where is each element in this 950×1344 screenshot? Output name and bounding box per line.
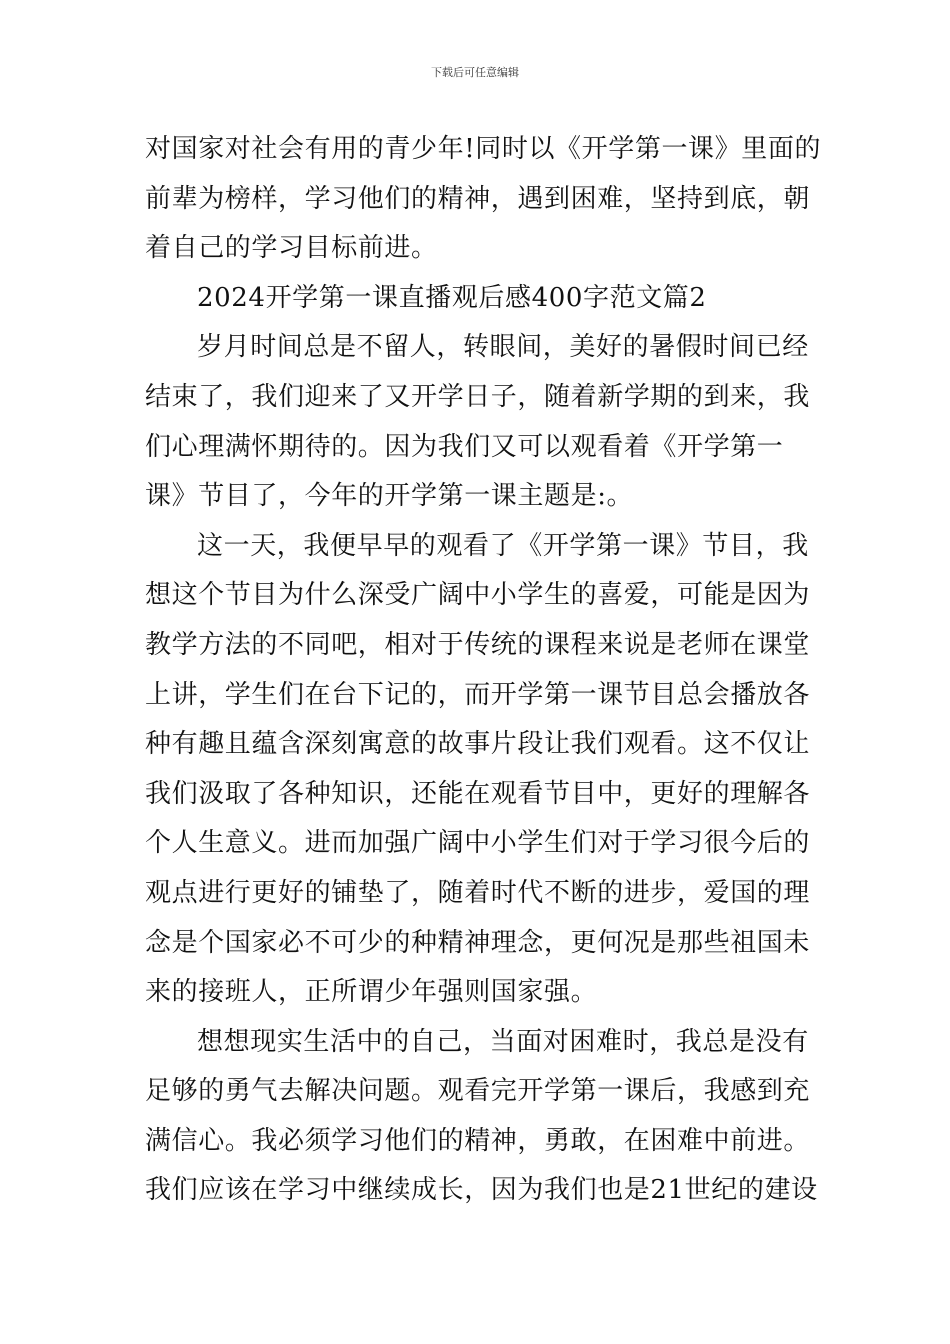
paragraph-line: 着自己的学习目标前进。 xyxy=(145,233,438,264)
paragraph-3 xyxy=(145,522,811,1018)
paragraph-line: 想这个节目为什么深受广阔中小学生的喜爱，可能是因为 xyxy=(145,580,811,611)
paragraph-line: 对国家对社会有用的青少年!同时以《开学第一课》里面的 xyxy=(145,134,822,164)
paragraph-line: 教学方法的不同吧，相对于传统的课程来说是老师在课堂 xyxy=(145,629,811,660)
paragraph-line: 我们汲取了各种知识，还能在观看节目中，更好的理解各 xyxy=(145,778,811,809)
section-heading-text: 2024开学第一课直播观后感400字范文篇2 xyxy=(197,282,707,313)
paragraph-line: 岁月时间总是不留人，转眼间，美好的暑假时间已经 xyxy=(197,332,809,363)
paragraph-line: 我们应该在学习中继续成长，因为我们也是21世纪的建设 xyxy=(145,1175,818,1206)
paragraph-line: 课》节目了，今年的开学第一课主题是:。 xyxy=(145,481,634,512)
document-body xyxy=(145,125,822,1216)
paragraph-line: 这一天，我便早早的观看了《开学第一课》节目，我 xyxy=(197,530,809,561)
paragraph-line: 想想现实生活中的自己，当面对困难时，我总是没有 xyxy=(197,1026,809,1057)
paragraph-line: 观点进行更好的铺垫了，随着时代不断的进步，爱国的理 xyxy=(145,877,811,908)
paragraph-line: 结束了，我们迎来了又开学日子，随着新学期的到来，我 xyxy=(145,381,811,412)
paragraph-line: 来的接班人，正所谓少年强则国家强。 xyxy=(145,977,598,1008)
paragraph-line: 念是个国家必不可少的种精神理念，更何况是那些祖国未 xyxy=(145,927,811,958)
paragraph-line: 足够的勇气去解决问题。观看完开学第一课后，我感到充 xyxy=(145,1076,811,1107)
paragraph-4 xyxy=(145,1018,818,1216)
paragraph-line: 们心理满怀期待的。因为我们又可以观看着《开学第一 xyxy=(145,431,784,462)
section-heading xyxy=(145,274,805,324)
paragraph-line: 满信心。我必须学习他们的精神，勇敢，在困难中前进。 xyxy=(145,1125,811,1156)
paragraph-line: 种有趣且蕴含深刻寓意的故事片段让我们观看。这不仅让 xyxy=(145,729,811,760)
paragraph-line: 前辈为榜样，学习他们的精神，遇到困难，坚持到底，朝 xyxy=(145,183,811,214)
paragraph-line: 上讲，学生们在台下记的，而开学第一课节目总会播放各 xyxy=(145,679,811,710)
header-note: 下载后可任意编辑 xyxy=(431,66,519,79)
paragraph-line: 个人生意义。进而加强广阔中小学生们对于学习很今后的 xyxy=(145,828,811,859)
paragraph-2 xyxy=(145,323,811,521)
paragraph-1 xyxy=(145,125,822,274)
